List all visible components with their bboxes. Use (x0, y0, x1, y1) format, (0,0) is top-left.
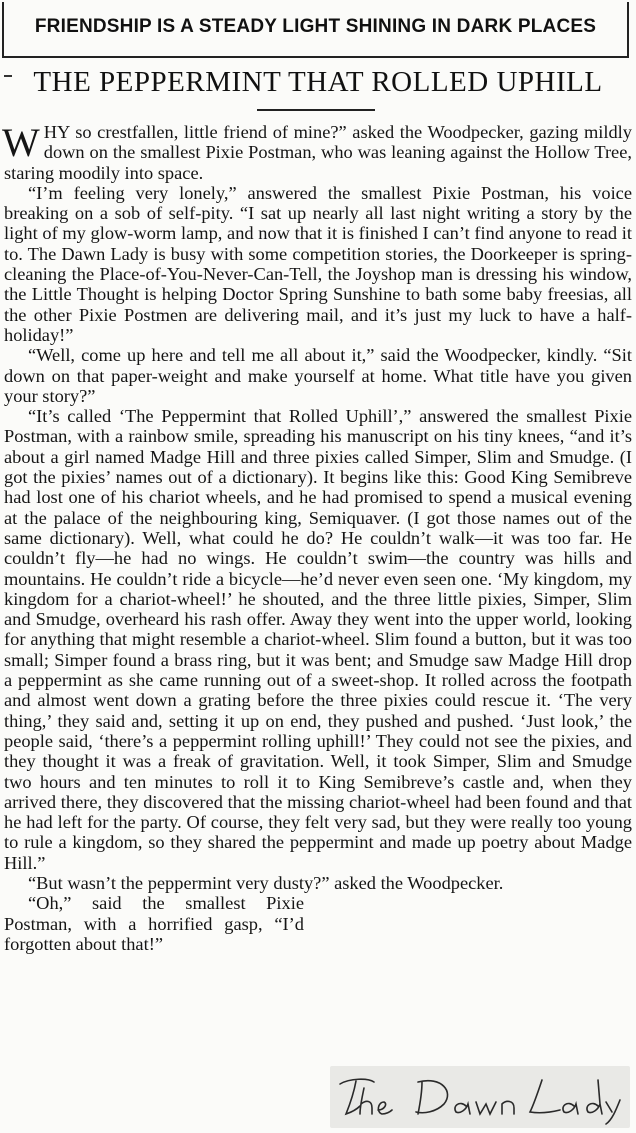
paragraph-3: “Well, come up here and tell me all about it,” said the Woodpecker, kindly. “Sit down on that paper-weight and make yourself at home. What title have you given your story?” (4, 345, 632, 406)
paragraph-2: “I’m feeling very lonely,” answered the smallest Pixie Postman, his voice breaking on a sob of self-pity. “I sat up nearly all last night writing a story by the light of my glow-worm lamp, and now that it is finished I can’t find anyone to read it to. The Dawn Lady is busy with some competition stories, the Doorkeeper is spring-cleaning the Place-of-You-Never-Can-Tell, the Joyshop man is dressing his window, the Little Thought is helping Doctor Spring Sunshine to bath some baby freesias, all the other Pixie Postmen are delivering mail, and it’s just my luck to have a half-holiday!” (4, 182, 632, 345)
paragraph-6: “Oh,” said the smallest Pixie Postman, with a horrified gasp, “I’d forgotten about that!” (4, 893, 304, 954)
header-banner (2, 2, 629, 58)
story-body (4, 122, 632, 954)
signature-image (330, 1066, 630, 1128)
paragraph-4: “It’s called ‘The Peppermint that Rolled Uphill’,” answered the smallest Pixie Postman, with a rainbow smile, spreading his manuscript on his tiny knees, “and it’s about a girl named Madge Hill and three pixies called Simper, Slim and Smudge. (I got the pixies’ names out of a dictionary). It begins like this: Good King Semibreve had lost one of his chariot wheels, and he had promised to spend a musical evening at the palace of the neighbouring king, Semiquaver. (I got those names out of the same dictionary). Well, what could he do? He couldn’t walk—it was too far. He couldn’t fly—he had no wings. He couldn’t swim—the country was hills and mountains. He couldn’t ride a bicycle—he’d never even seen one. ‘My kingdom, my kingdom for a chariot-wheel!’ he shouted, and the three little pixies, Simper, Slim and Smudge, overheard his rash offer. Away they went into the upper world, looking for anything that might resemble a chariot-wheel. Slim found a button, but it was too small; Simper found a brass ring, but it was bent; and Smudge saw Madge Hill drop a peppermint as she came running out of a sweet-shop. It rolled across the footpath and almost went down a grating before the three pixies could rescue it. ‘The very thing,’ they said and, setting it up on end, they pushed and pushed. ‘Just look,’ the people said, ‘there’s a peppermint rolling uphill!’ They could not see the pixies, and they thought it was a freak of gravitation. Well, it took Simper, Slim and Smudge two hours and ten minutes to roll it to King Semibreve’s castle and, when they arrived there, they discovered that the missing chariot-wheel had been found and that he had left for the party. Of course, they felt very sad, but they were really too young to rule a kingdom, so they shared the peppermint and made up poetry about Madge Hill.” (4, 406, 632, 873)
story-title: THE PEPPERMINT THAT ROLLED UPHILL (33, 66, 603, 98)
title-rule (257, 109, 375, 111)
paragraph-1 (4, 122, 632, 183)
signature-scrawl (330, 1066, 630, 1128)
banner-text: FRIENDSHIP IS A STEADY LIGHT SHINING IN DARK PLACES (34, 16, 597, 37)
drop-cap: W (2, 120, 40, 165)
paragraph-5: “But wasn’t the peppermint very dusty?” asked the Woodpecker. (28, 872, 504, 893)
paragraph-text: HY so crestfallen, little friend of mine?” asked the Woodpecker, gazing mildly down on the smallest Pixie Postman, who was leaning against the Hollow Tree, staring moodily into space. (4, 122, 632, 183)
